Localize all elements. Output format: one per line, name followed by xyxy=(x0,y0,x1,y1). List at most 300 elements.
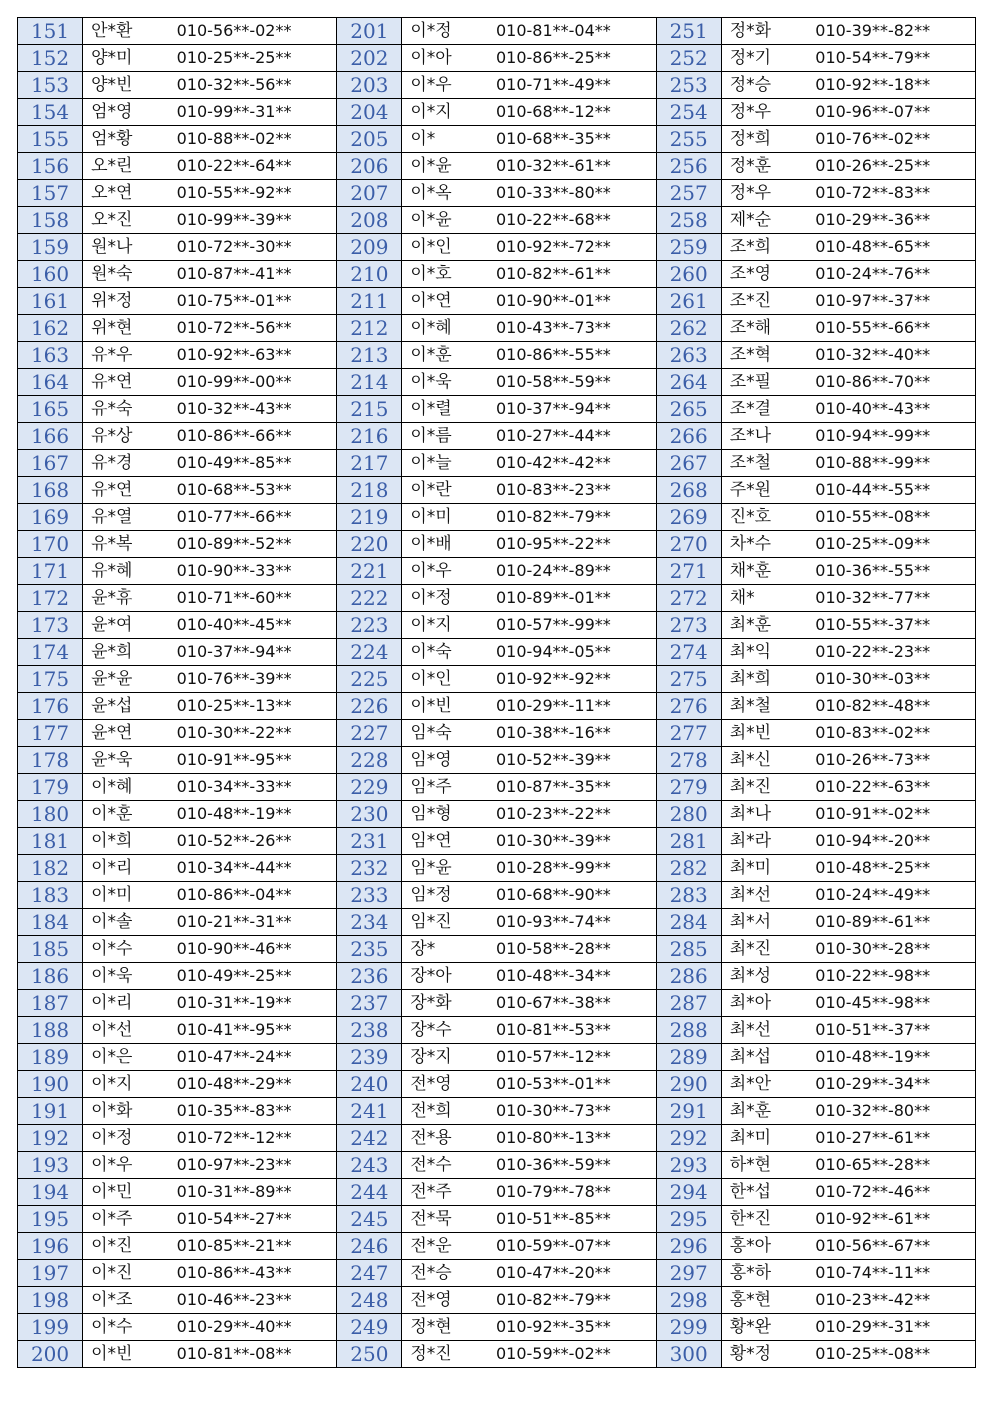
table-row xyxy=(18,558,976,585)
entry-number: 236 xyxy=(337,963,402,990)
entry-number: 235 xyxy=(337,936,402,963)
entry-phone: 010-35**-83** xyxy=(171,1098,337,1125)
entry-phone: 010-53**-01** xyxy=(490,1071,656,1098)
entry-phone: 010-52**-26** xyxy=(171,828,337,855)
entry-phone: 010-48**-65** xyxy=(809,234,975,261)
entry-phone: 010-89**-01** xyxy=(490,585,656,612)
entry-name: 이*옥 xyxy=(402,180,490,207)
entry-phone: 010-33**-80** xyxy=(490,180,656,207)
entry-phone: 010-34**-33** xyxy=(171,774,337,801)
entry-name: 윤*여 xyxy=(83,612,171,639)
entry-phone: 010-94**-20** xyxy=(809,828,975,855)
entry-name: 전*묵 xyxy=(402,1206,490,1233)
entry-name: 최*미 xyxy=(721,855,809,882)
entry-number: 190 xyxy=(18,1071,83,1098)
entry-number: 173 xyxy=(18,612,83,639)
entry-number: 241 xyxy=(337,1098,402,1125)
entry-number: 256 xyxy=(656,153,721,180)
entry-number: 200 xyxy=(18,1341,83,1368)
entry-phone: 010-40**-45** xyxy=(171,612,337,639)
entry-name: 최*라 xyxy=(721,828,809,855)
entry-name: 장*화 xyxy=(402,990,490,1017)
entry-number: 164 xyxy=(18,369,83,396)
entry-number: 271 xyxy=(656,558,721,585)
entry-phone: 010-28**-99** xyxy=(490,855,656,882)
entry-name: 최*훈 xyxy=(721,1098,809,1125)
entry-name: 이*리 xyxy=(83,855,171,882)
entry-number: 204 xyxy=(337,99,402,126)
entry-name: 이*빈 xyxy=(402,693,490,720)
entry-phone: 010-45**-98** xyxy=(809,990,975,1017)
entry-phone: 010-68**-53** xyxy=(171,477,337,504)
entry-number: 158 xyxy=(18,207,83,234)
table-row xyxy=(18,585,976,612)
table-row xyxy=(18,1152,976,1179)
entry-name: 이*정 xyxy=(402,18,490,45)
entry-name: 이*솔 xyxy=(83,909,171,936)
entry-name: 이*늘 xyxy=(402,450,490,477)
entry-phone: 010-58**-59** xyxy=(490,369,656,396)
table-row xyxy=(18,1017,976,1044)
entry-number: 176 xyxy=(18,693,83,720)
entry-phone: 010-55**-66** xyxy=(809,315,975,342)
entry-name: 이*은 xyxy=(83,1044,171,1071)
entry-phone: 010-92**-72** xyxy=(490,234,656,261)
entry-name: 정*승 xyxy=(721,72,809,99)
entry-phone: 010-29**-36** xyxy=(809,207,975,234)
entry-phone: 010-22**-63** xyxy=(809,774,975,801)
entry-number: 220 xyxy=(337,531,402,558)
entry-phone: 010-56**-67** xyxy=(809,1233,975,1260)
entry-phone: 010-23**-22** xyxy=(490,801,656,828)
entry-number: 153 xyxy=(18,72,83,99)
entry-name: 이*조 xyxy=(83,1287,171,1314)
entry-name: 조*필 xyxy=(721,369,809,396)
entry-phone: 010-85**-21** xyxy=(171,1233,337,1260)
entry-number: 214 xyxy=(337,369,402,396)
entry-name: 안*환 xyxy=(83,18,171,45)
entry-number: 272 xyxy=(656,585,721,612)
entry-number: 238 xyxy=(337,1017,402,1044)
entry-phone: 010-52**-39** xyxy=(490,747,656,774)
entry-phone: 010-71**-49** xyxy=(490,72,656,99)
entry-phone: 010-24**-76** xyxy=(809,261,975,288)
table-row xyxy=(18,1287,976,1314)
entry-number: 299 xyxy=(656,1314,721,1341)
entry-number: 230 xyxy=(337,801,402,828)
table-row xyxy=(18,666,976,693)
entry-phone: 010-59**-02** xyxy=(490,1341,656,1368)
entry-phone: 010-55**-08** xyxy=(809,504,975,531)
entry-name: 이*미 xyxy=(402,504,490,531)
entry-number: 189 xyxy=(18,1044,83,1071)
entry-phone: 010-72**-30** xyxy=(171,234,337,261)
entry-phone: 010-68**-90** xyxy=(490,882,656,909)
entry-phone: 010-32**-80** xyxy=(809,1098,975,1125)
entry-number: 180 xyxy=(18,801,83,828)
table-row xyxy=(18,396,976,423)
entry-number: 205 xyxy=(337,126,402,153)
entry-name: 이*선 xyxy=(83,1017,171,1044)
entry-name: 유*상 xyxy=(83,423,171,450)
entry-name: 이*정 xyxy=(83,1125,171,1152)
entry-name: 유*복 xyxy=(83,531,171,558)
entry-number: 266 xyxy=(656,423,721,450)
entry-phone: 010-86**-04** xyxy=(171,882,337,909)
entry-number: 240 xyxy=(337,1071,402,1098)
entry-number: 203 xyxy=(337,72,402,99)
entry-number: 215 xyxy=(337,396,402,423)
entry-phone: 010-34**-44** xyxy=(171,855,337,882)
entry-phone: 010-32**-61** xyxy=(490,153,656,180)
entry-number: 248 xyxy=(337,1287,402,1314)
entry-name: 이*호 xyxy=(402,261,490,288)
entry-number: 192 xyxy=(18,1125,83,1152)
entry-number: 277 xyxy=(656,720,721,747)
entry-name: 유*경 xyxy=(83,450,171,477)
entry-name: 하*현 xyxy=(721,1152,809,1179)
entry-number: 216 xyxy=(337,423,402,450)
entry-name: 오*린 xyxy=(83,153,171,180)
entry-phone: 010-29**-11** xyxy=(490,693,656,720)
entry-number: 288 xyxy=(656,1017,721,1044)
entry-number: 234 xyxy=(337,909,402,936)
entry-number: 281 xyxy=(656,828,721,855)
entry-number: 264 xyxy=(656,369,721,396)
entry-name: 이*욱 xyxy=(402,369,490,396)
entry-number: 270 xyxy=(656,531,721,558)
entry-phone: 010-24**-89** xyxy=(490,558,656,585)
table-row xyxy=(18,477,976,504)
table-row xyxy=(18,720,976,747)
entry-phone: 010-72**-56** xyxy=(171,315,337,342)
entry-phone: 010-81**-53** xyxy=(490,1017,656,1044)
entry-phone: 010-37**-94** xyxy=(490,396,656,423)
entry-phone: 010-32**-40** xyxy=(809,342,975,369)
entry-phone: 010-38**-16** xyxy=(490,720,656,747)
table-row xyxy=(18,774,976,801)
entry-number: 171 xyxy=(18,558,83,585)
entry-name: 이*인 xyxy=(402,234,490,261)
entry-name: 전*승 xyxy=(402,1260,490,1287)
table-row xyxy=(18,126,976,153)
entry-number: 161 xyxy=(18,288,83,315)
entry-phone: 010-22**-68** xyxy=(490,207,656,234)
entry-number: 179 xyxy=(18,774,83,801)
entry-name: 이*우 xyxy=(402,558,490,585)
table-row xyxy=(18,693,976,720)
entry-phone: 010-32**-43** xyxy=(171,396,337,423)
entry-name: 이*연 xyxy=(402,288,490,315)
entry-name: 양*미 xyxy=(83,45,171,72)
entry-name: 이*주 xyxy=(83,1206,171,1233)
entry-phone: 010-81**-04** xyxy=(490,18,656,45)
entry-number: 285 xyxy=(656,936,721,963)
entry-number: 170 xyxy=(18,531,83,558)
entry-phone: 010-47**-20** xyxy=(490,1260,656,1287)
entry-number: 182 xyxy=(18,855,83,882)
entry-phone: 010-92**-92** xyxy=(490,666,656,693)
entry-name: 임*영 xyxy=(402,747,490,774)
entry-number: 261 xyxy=(656,288,721,315)
entry-phone: 010-95**-22** xyxy=(490,531,656,558)
entry-name: 양*빈 xyxy=(83,72,171,99)
entry-number: 293 xyxy=(656,1152,721,1179)
entry-number: 267 xyxy=(656,450,721,477)
entry-phone: 010-32**-56** xyxy=(171,72,337,99)
entry-number: 263 xyxy=(656,342,721,369)
entry-name: 오*진 xyxy=(83,207,171,234)
entry-number: 282 xyxy=(656,855,721,882)
entry-name: 최*철 xyxy=(721,693,809,720)
entry-name: 조*나 xyxy=(721,423,809,450)
entry-number: 249 xyxy=(337,1314,402,1341)
entry-number: 294 xyxy=(656,1179,721,1206)
entry-number: 258 xyxy=(656,207,721,234)
table-row xyxy=(18,1341,976,1368)
entry-name: 이*지 xyxy=(402,99,490,126)
entry-name: 이*빈 xyxy=(83,1341,171,1368)
table-row xyxy=(18,1233,976,1260)
entry-number: 286 xyxy=(656,963,721,990)
entry-phone: 010-87**-35** xyxy=(490,774,656,801)
table-row xyxy=(18,180,976,207)
entry-phone: 010-31**-89** xyxy=(171,1179,337,1206)
entry-phone: 010-65**-28** xyxy=(809,1152,975,1179)
entry-name: 제*순 xyxy=(721,207,809,234)
entry-number: 222 xyxy=(337,585,402,612)
entry-name: 차*수 xyxy=(721,531,809,558)
entry-phone: 010-97**-37** xyxy=(809,288,975,315)
entry-name: 임*윤 xyxy=(402,855,490,882)
entry-name: 이*윤 xyxy=(402,153,490,180)
entry-name: 최*섭 xyxy=(721,1044,809,1071)
entry-phone: 010-90**-01** xyxy=(490,288,656,315)
entry-number: 273 xyxy=(656,612,721,639)
table-row xyxy=(18,450,976,477)
entry-number: 221 xyxy=(337,558,402,585)
table-row xyxy=(18,747,976,774)
entry-number: 154 xyxy=(18,99,83,126)
entry-name: 엄*황 xyxy=(83,126,171,153)
entry-number: 289 xyxy=(656,1044,721,1071)
entry-name: 최*선 xyxy=(721,882,809,909)
entry-name: 장* xyxy=(402,936,490,963)
entry-name: 이*인 xyxy=(402,666,490,693)
entry-name: 윤*연 xyxy=(83,720,171,747)
entry-phone: 010-58**-28** xyxy=(490,936,656,963)
entry-name: 최*서 xyxy=(721,909,809,936)
entry-number: 213 xyxy=(337,342,402,369)
entry-name: 이*아 xyxy=(402,45,490,72)
table-row xyxy=(18,1098,976,1125)
entry-phone: 010-96**-07** xyxy=(809,99,975,126)
table-row xyxy=(18,1071,976,1098)
entry-name: 최*신 xyxy=(721,747,809,774)
entry-number: 237 xyxy=(337,990,402,1017)
entry-number: 194 xyxy=(18,1179,83,1206)
entry-phone: 010-48**-34** xyxy=(490,963,656,990)
entry-phone: 010-68**-35** xyxy=(490,126,656,153)
entry-number: 229 xyxy=(337,774,402,801)
entry-number: 223 xyxy=(337,612,402,639)
entry-name: 윤*희 xyxy=(83,639,171,666)
entry-name: 유*우 xyxy=(83,342,171,369)
table-row xyxy=(18,18,976,45)
entry-phone: 010-32**-77** xyxy=(809,585,975,612)
entry-name: 조*진 xyxy=(721,288,809,315)
entry-phone: 010-22**-23** xyxy=(809,639,975,666)
entry-number: 155 xyxy=(18,126,83,153)
entry-name: 정*우 xyxy=(721,99,809,126)
entry-number: 172 xyxy=(18,585,83,612)
entry-name: 조*결 xyxy=(721,396,809,423)
entry-phone: 010-54**-27** xyxy=(171,1206,337,1233)
entry-name: 최*훈 xyxy=(721,612,809,639)
entry-phone: 010-90**-46** xyxy=(171,936,337,963)
entry-number: 255 xyxy=(656,126,721,153)
entry-name: 정*현 xyxy=(402,1314,490,1341)
entry-name: 정*훈 xyxy=(721,153,809,180)
entry-phone: 010-46**-23** xyxy=(171,1287,337,1314)
entry-phone: 010-30**-03** xyxy=(809,666,975,693)
entry-phone: 010-47**-24** xyxy=(171,1044,337,1071)
table-row xyxy=(18,909,976,936)
table-row xyxy=(18,1206,976,1233)
table-row xyxy=(18,261,976,288)
entry-number: 197 xyxy=(18,1260,83,1287)
entry-number: 151 xyxy=(18,18,83,45)
entry-name: 장*아 xyxy=(402,963,490,990)
entry-phone: 010-82**-48** xyxy=(809,693,975,720)
entry-name: 최*빈 xyxy=(721,720,809,747)
entry-phone: 010-57**-99** xyxy=(490,612,656,639)
entry-phone: 010-99**-39** xyxy=(171,207,337,234)
entry-phone: 010-25**-25** xyxy=(171,45,337,72)
table-row xyxy=(18,531,976,558)
entry-name: 윤*욱 xyxy=(83,747,171,774)
entry-name: 장*수 xyxy=(402,1017,490,1044)
entry-phone: 010-55**-92** xyxy=(171,180,337,207)
entry-phone: 010-25**-09** xyxy=(809,531,975,558)
entry-number: 211 xyxy=(337,288,402,315)
entry-name: 채* xyxy=(721,585,809,612)
entry-name: 유*연 xyxy=(83,477,171,504)
entry-name: 이*름 xyxy=(402,423,490,450)
entry-number: 275 xyxy=(656,666,721,693)
entry-name: 최*나 xyxy=(721,801,809,828)
entry-number: 206 xyxy=(337,153,402,180)
entry-name: 이*리 xyxy=(83,990,171,1017)
entry-name: 전*용 xyxy=(402,1125,490,1152)
entry-phone: 010-89**-61** xyxy=(809,909,975,936)
entry-phone: 010-83**-23** xyxy=(490,477,656,504)
table-row xyxy=(18,342,976,369)
entry-number: 268 xyxy=(656,477,721,504)
entry-phone: 010-40**-43** xyxy=(809,396,975,423)
entry-number: 284 xyxy=(656,909,721,936)
entry-name: 이*지 xyxy=(402,612,490,639)
entry-phone: 010-67**-38** xyxy=(490,990,656,1017)
entry-number: 292 xyxy=(656,1125,721,1152)
entry-number: 233 xyxy=(337,882,402,909)
entry-phone: 010-91**-02** xyxy=(809,801,975,828)
table-row xyxy=(18,639,976,666)
entry-phone: 010-48**-25** xyxy=(809,855,975,882)
entry-name: 최*아 xyxy=(721,990,809,1017)
entry-number: 167 xyxy=(18,450,83,477)
entry-name: 이*우 xyxy=(83,1152,171,1179)
entry-number: 298 xyxy=(656,1287,721,1314)
entry-number: 296 xyxy=(656,1233,721,1260)
entry-number: 279 xyxy=(656,774,721,801)
entry-name: 위*정 xyxy=(83,288,171,315)
entry-name: 위*현 xyxy=(83,315,171,342)
table-row xyxy=(18,1125,976,1152)
entry-name: 한*진 xyxy=(721,1206,809,1233)
entry-phone: 010-81**-08** xyxy=(171,1341,337,1368)
entry-number: 224 xyxy=(337,639,402,666)
entry-number: 178 xyxy=(18,747,83,774)
entry-number: 295 xyxy=(656,1206,721,1233)
entry-phone: 010-72**-46** xyxy=(809,1179,975,1206)
entry-name: 임*진 xyxy=(402,909,490,936)
entry-number: 210 xyxy=(337,261,402,288)
entry-name: 윤*휴 xyxy=(83,585,171,612)
entry-name: 전*영 xyxy=(402,1287,490,1314)
entry-phone: 010-92**-18** xyxy=(809,72,975,99)
entry-phone: 010-86**-43** xyxy=(171,1260,337,1287)
entry-number: 177 xyxy=(18,720,83,747)
entry-number: 252 xyxy=(656,45,721,72)
entry-name: 조*영 xyxy=(721,261,809,288)
entry-number: 209 xyxy=(337,234,402,261)
entry-name: 이*욱 xyxy=(83,963,171,990)
entry-phone: 010-29**-40** xyxy=(171,1314,337,1341)
entry-phone: 010-94**-99** xyxy=(809,423,975,450)
entry-phone: 010-21**-31** xyxy=(171,909,337,936)
table-row xyxy=(18,234,976,261)
table-row xyxy=(18,288,976,315)
entry-name: 임*정 xyxy=(402,882,490,909)
entry-phone: 010-30**-73** xyxy=(490,1098,656,1125)
entry-phone: 010-43**-73** xyxy=(490,315,656,342)
entry-number: 160 xyxy=(18,261,83,288)
entry-phone: 010-83**-02** xyxy=(809,720,975,747)
entry-name: 정*우 xyxy=(721,180,809,207)
table-row xyxy=(18,1179,976,1206)
entry-phone: 010-25**-13** xyxy=(171,693,337,720)
entry-phone: 010-86**-25** xyxy=(490,45,656,72)
entry-number: 232 xyxy=(337,855,402,882)
entry-number: 208 xyxy=(337,207,402,234)
table-row xyxy=(18,207,976,234)
entry-phone: 010-36**-55** xyxy=(809,558,975,585)
entry-number: 280 xyxy=(656,801,721,828)
entry-name: 이*정 xyxy=(402,585,490,612)
entry-number: 207 xyxy=(337,180,402,207)
entry-name: 이*지 xyxy=(83,1071,171,1098)
entry-name: 전*수 xyxy=(402,1152,490,1179)
entry-number: 246 xyxy=(337,1233,402,1260)
entry-number: 183 xyxy=(18,882,83,909)
entry-number: 269 xyxy=(656,504,721,531)
entry-number: 300 xyxy=(656,1341,721,1368)
entry-name: 전*운 xyxy=(402,1233,490,1260)
entry-number: 254 xyxy=(656,99,721,126)
entry-name: 이*훈 xyxy=(83,801,171,828)
entry-number: 244 xyxy=(337,1179,402,1206)
